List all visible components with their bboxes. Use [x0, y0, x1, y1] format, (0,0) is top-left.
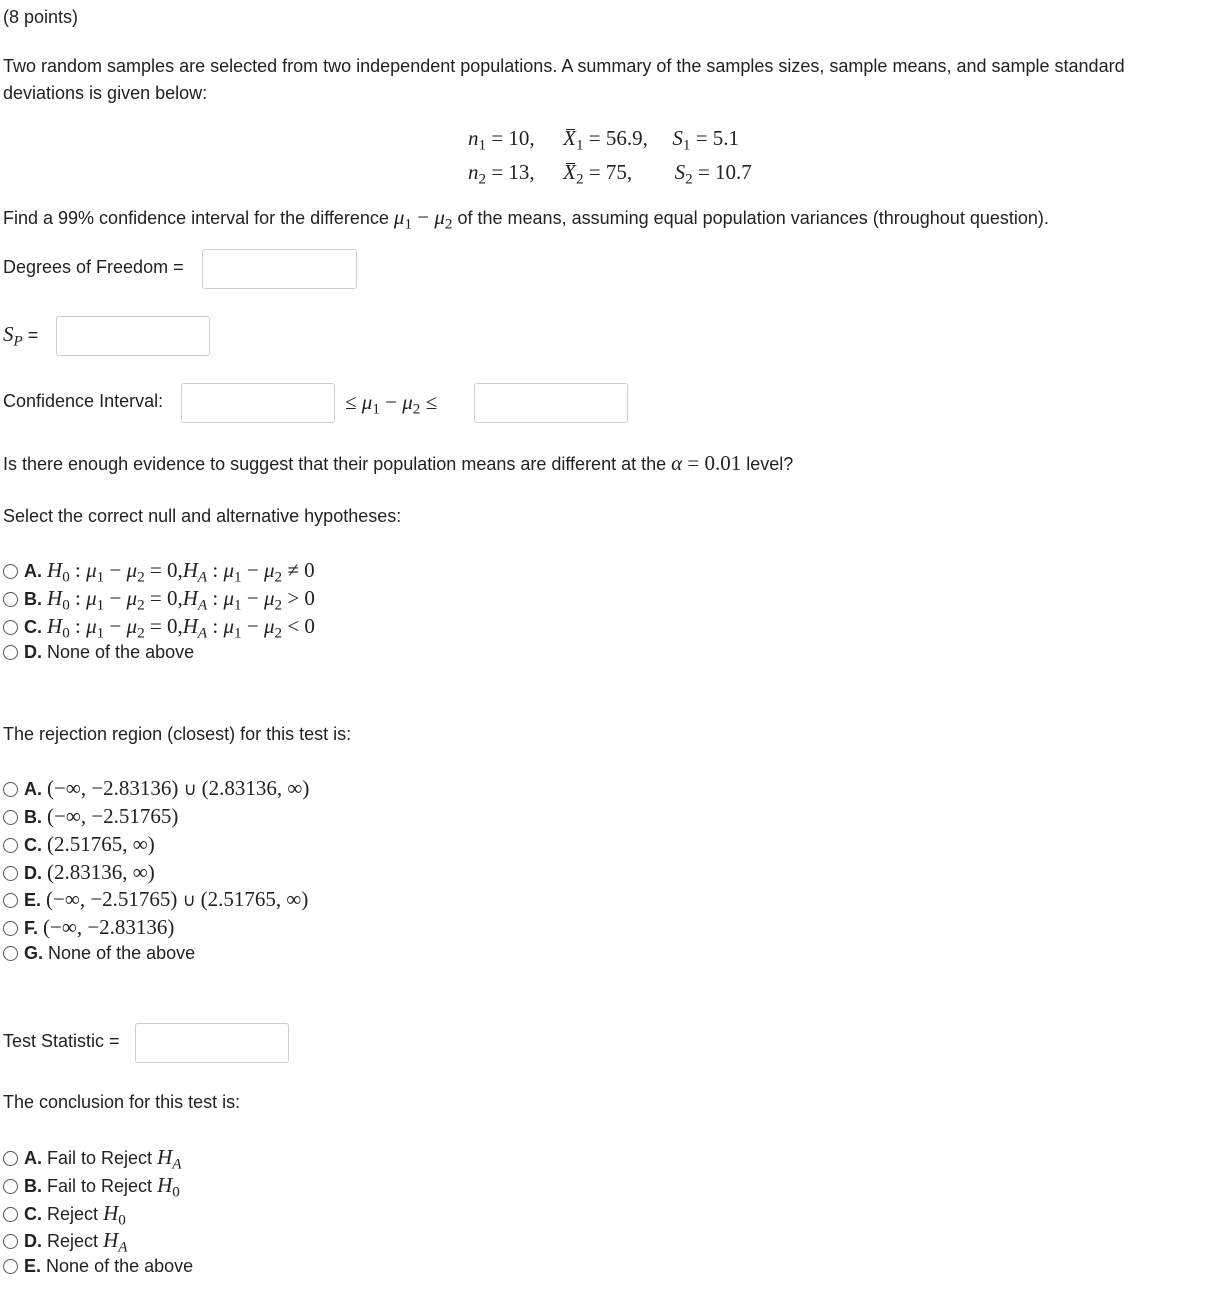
hypothesis-option-c[interactable]: C. $H_0$ : $\mu_1 - \mu_2 = 0,H_A$ : $\mu_1 - \mu_2 < 0$	[3, 614, 315, 643]
summary-row-2: $n_2 = 13$, $X_2 = 75$, $S_2 = 10.7$	[468, 160, 752, 188]
ci-inequality: ≤ $\mu_1 - \mu_2$ ≤	[345, 390, 438, 418]
evidence-question: Is there enough evidence to suggest that their population means are different at the α = 0.01 level?	[3, 451, 794, 475]
rejection-option-d[interactable]: D. (2.83136, ∞)	[3, 860, 155, 885]
radio-button[interactable]	[3, 866, 18, 881]
df-label: Degrees of Freedom =	[3, 257, 184, 277]
rejection-option-g[interactable]: G. None of the above	[3, 943, 195, 965]
radio-button[interactable]	[3, 592, 18, 607]
hypothesis-option-a[interactable]: A. $H_0$ : $\mu_1 - \mu_2 = 0,H_A$ : $\mu_1 - \mu_2 \ne 0$	[3, 558, 315, 587]
rejection-option-f[interactable]: F. (−∞, −2.83136)	[3, 915, 174, 940]
conclusion-option-e[interactable]: E. None of the above	[3, 1256, 193, 1278]
radio-button[interactable]	[3, 921, 18, 936]
conclusion-option-b[interactable]: B. Fail to Reject $H_0$	[3, 1173, 180, 1202]
test-statistic-input[interactable]	[135, 1023, 289, 1063]
radio-button[interactable]	[3, 1234, 18, 1249]
rejection-option-a[interactable]: A. (−∞, −2.83136) ∪ (2.83136, ∞)	[3, 776, 309, 801]
sp-label: $S_P$ =	[3, 322, 39, 350]
ci-label: Confidence Interval:	[3, 391, 164, 411]
ci-prompt: Find a 99% confidence interval for the difference $\mu_1 - \mu_2$ of the means, assuming equal population variances (throughout question).	[3, 205, 1049, 233]
test-statistic-label: Test Statistic =	[3, 1031, 120, 1051]
radio-button[interactable]	[3, 1207, 18, 1222]
problem-intro: Two random samples are selected from two independent populations. A summary of the samples sizes, sample means, and sample standard deviations is given below:	[3, 56, 1125, 103]
points-label: (8 points)	[3, 7, 79, 27]
rejection-prompt: The rejection region (closest) for this test is:	[3, 724, 352, 744]
rejection-option-c[interactable]: C. (2.51765, ∞)	[3, 832, 155, 857]
conclusion-option-a[interactable]: A. Fail to Reject $H_A$	[3, 1145, 181, 1174]
radio-button[interactable]	[3, 810, 18, 825]
radio-button[interactable]	[3, 1259, 18, 1274]
summary-row-1: $n_1 = 10$, $X_1 = 56.9$, $S_1 = 5.1$	[468, 126, 740, 154]
hypotheses-prompt: Select the correct null and alternative hypotheses:	[3, 506, 402, 526]
radio-button[interactable]	[3, 1151, 18, 1166]
df-input[interactable]	[202, 249, 357, 289]
radio-button[interactable]	[3, 893, 18, 908]
radio-button[interactable]	[3, 645, 18, 660]
conclusion-prompt: The conclusion for this test is:	[3, 1092, 241, 1112]
radio-button[interactable]	[3, 620, 18, 635]
ci-upper-input[interactable]	[474, 383, 628, 423]
radio-button[interactable]	[3, 1179, 18, 1194]
rejection-option-b[interactable]: B. (−∞, −2.51765)	[3, 804, 178, 829]
sp-input[interactable]	[56, 316, 210, 356]
conclusion-option-c[interactable]: C. Reject $H_0$	[3, 1201, 126, 1230]
radio-button[interactable]	[3, 946, 18, 961]
rejection-option-e[interactable]: E. (−∞, −2.51765) ∪ (2.51765, ∞)	[3, 887, 308, 912]
radio-button[interactable]	[3, 564, 18, 579]
radio-button[interactable]	[3, 782, 18, 797]
hypothesis-option-b[interactable]: B. $H_0$ : $\mu_1 - \mu_2 = 0,H_A$ : $\mu_1 - \mu_2 > 0$	[3, 586, 315, 615]
radio-button[interactable]	[3, 838, 18, 853]
ci-lower-input[interactable]	[181, 383, 335, 423]
hypothesis-option-d[interactable]: D. None of the above	[3, 642, 194, 664]
conclusion-option-d[interactable]: D. Reject $H_A$	[3, 1228, 127, 1257]
